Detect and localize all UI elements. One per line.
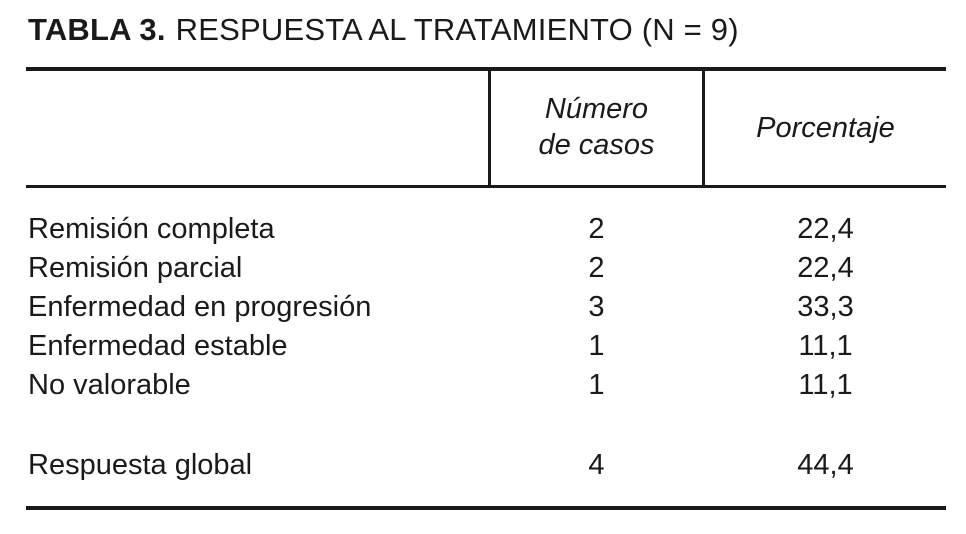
row-porcentaje: 33,3 (797, 291, 854, 323)
table-row (0, 288, 966, 327)
row-casos: 1 (588, 369, 605, 401)
table-row (0, 249, 966, 288)
row-porcentaje: 22,4 (797, 252, 854, 284)
row-label: Remisión completa (28, 213, 275, 245)
column-header-line: de casos (538, 129, 655, 161)
row-casos: 2 (588, 252, 605, 284)
summary-label: Respuesta global (28, 449, 253, 481)
row-porcentaje: 11,1 (798, 369, 853, 401)
row-label: Remisión parcial (28, 252, 243, 284)
row-label: No valorable (28, 369, 191, 401)
summary-porcentaje: 44,4 (797, 449, 854, 481)
row-porcentaje: 11,1 (798, 330, 853, 362)
row-casos: 2 (588, 213, 605, 245)
column-header-numero-casos (491, 91, 702, 163)
header-rule (26, 185, 946, 188)
row-label: Enfermedad estable (28, 330, 288, 362)
table-title: RESPUESTA AL TRATAMIENTO (N = 9) (175, 12, 739, 47)
table-number: TABLA 3. (28, 12, 166, 47)
row-casos: 1 (588, 330, 605, 362)
table-row (0, 327, 966, 366)
table-caption (28, 10, 739, 50)
row-label: Enfermedad en progresión (28, 291, 372, 323)
table-row (0, 366, 966, 405)
bottom-rule (26, 506, 946, 510)
top-rule (26, 67, 946, 71)
summary-row (0, 446, 966, 485)
column-header-line: Número (544, 93, 649, 125)
row-porcentaje: 22,4 (797, 213, 854, 245)
summary-casos: 4 (588, 449, 605, 481)
column-header-porcentaje: Porcentaje (756, 112, 895, 144)
table-row (0, 210, 966, 249)
row-casos: 3 (588, 291, 605, 323)
